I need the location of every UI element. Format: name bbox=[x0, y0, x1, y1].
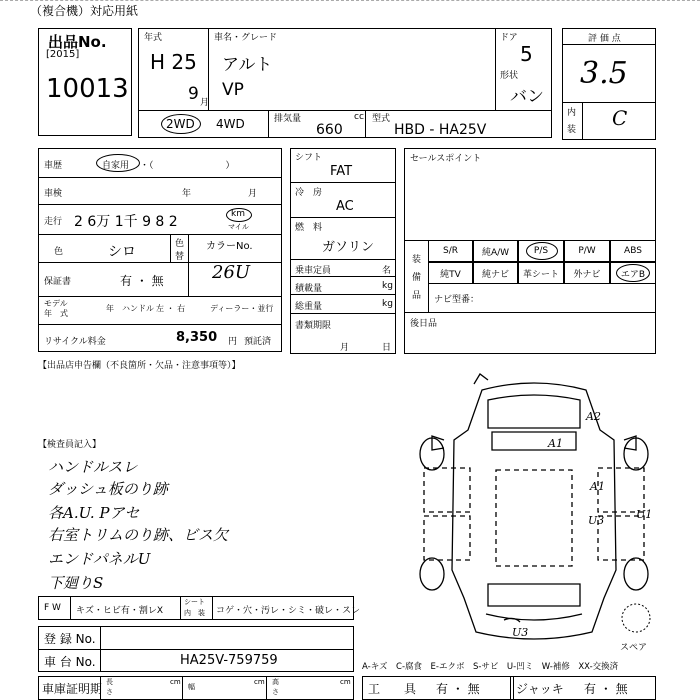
spare-label: スペア bbox=[620, 643, 648, 653]
month-unit: 月 bbox=[200, 98, 210, 108]
body-label: 形状 bbox=[500, 71, 519, 81]
doors-label: ドア bbox=[500, 33, 518, 43]
diagram-mark-2: A2 bbox=[586, 410, 601, 423]
recycle-unit: 円 bbox=[228, 337, 238, 347]
note-line-6: 下廻りS bbox=[48, 574, 104, 592]
score-label: 評 価 点 bbox=[588, 34, 621, 44]
form-label: （複合機）対応用紙 bbox=[30, 4, 139, 18]
equip-label-1: 装 bbox=[412, 255, 422, 265]
diagram-mark-3: A1 bbox=[590, 480, 605, 493]
model-year-label-2: 年 式 bbox=[44, 309, 68, 318]
fuel-value: ガソリン bbox=[322, 240, 375, 255]
cert-height-unit: cm bbox=[340, 678, 351, 686]
capacity-label: 乗車定員 bbox=[295, 266, 332, 276]
docs-label: 書類期限 bbox=[295, 321, 332, 331]
fuel-label: 燃 料 bbox=[295, 223, 323, 233]
docs-month: 月 bbox=[340, 343, 350, 353]
mileage-label: 走行 bbox=[44, 217, 63, 227]
inspection-year-unit: 年 bbox=[182, 189, 192, 199]
grade: VP bbox=[222, 80, 244, 100]
mileage-mile: マイル bbox=[228, 223, 249, 231]
shift-label: シフト bbox=[295, 153, 323, 163]
model-year-label-1: モデル bbox=[44, 299, 68, 308]
equip-label-2: 備 bbox=[412, 273, 422, 283]
equip-leather: 革シート bbox=[518, 262, 564, 284]
car-diagram bbox=[404, 370, 664, 660]
history-rest: ・（ ） bbox=[140, 161, 235, 171]
interior-grade: C bbox=[612, 106, 628, 130]
jack-label: ジャッキ bbox=[516, 682, 564, 696]
era-year: H 25 bbox=[150, 50, 197, 74]
cert-length-1: 長 bbox=[106, 678, 113, 686]
name-label: 車名・グレード bbox=[214, 33, 278, 43]
color-no-label: カラーNo. bbox=[206, 241, 253, 252]
lot-number: 10013 bbox=[46, 74, 129, 104]
shift-value: FAT bbox=[330, 164, 353, 179]
tools-label: 工 具 bbox=[368, 682, 417, 696]
type-label: 型式 bbox=[372, 114, 391, 124]
warranty-value: 有 ・ 無 bbox=[120, 274, 164, 288]
note-line-5: エンドパネルU bbox=[48, 550, 151, 568]
year-label: 年式 bbox=[144, 33, 163, 43]
jack-value: 有 ・ 無 bbox=[584, 682, 628, 696]
diagram-mark-4: U3 bbox=[588, 514, 605, 527]
damage-legend: A-キズ C-腐食 E-エクボ S-サビ U-凹ミ W-補修 XX-交換済 bbox=[362, 662, 619, 672]
lot-year-stamp: [2015] bbox=[46, 49, 80, 60]
color-change-2: 替 bbox=[175, 252, 185, 262]
equip-aw: 純A/W bbox=[473, 240, 518, 262]
load-label: 積載量 bbox=[295, 284, 323, 294]
interior-label-1: 内 bbox=[567, 108, 577, 118]
history-value: 自家用 bbox=[102, 161, 130, 171]
displacement-unit: cc bbox=[354, 112, 364, 122]
recycle-value: 8,350 bbox=[176, 330, 218, 345]
cert-length-2: さ bbox=[106, 688, 113, 696]
gross-unit: kg bbox=[382, 299, 393, 309]
note-line-1: ハンドルスレ bbox=[48, 458, 138, 476]
ac-value: AC bbox=[336, 199, 354, 214]
chassis-label: 車 台 No. bbox=[44, 655, 96, 669]
handle-label: ハンドル bbox=[122, 304, 154, 313]
cert-height-1: 高 bbox=[272, 678, 279, 686]
equip-ext-navi: 外ナビ bbox=[564, 262, 610, 284]
recycle-label: リサイクル料金 bbox=[44, 337, 106, 347]
dealer-value: ディーラー・並行 bbox=[210, 304, 274, 313]
equip-sr: S/R bbox=[428, 240, 473, 262]
lot-label: 出品No. bbox=[48, 33, 107, 51]
month-value: 9 bbox=[188, 84, 199, 104]
seat-items: コゲ・穴・汚レ・シミ・破レ・スレ bbox=[216, 606, 361, 616]
reg-label: 登 録 No. bbox=[44, 632, 96, 646]
tools-value: 有 ・ 無 bbox=[436, 682, 480, 696]
airbag-circle bbox=[616, 264, 650, 282]
fw-items: キズ・ヒビ有・割レX bbox=[76, 606, 163, 616]
color-change-1: 色 bbox=[175, 239, 185, 249]
docs-day: 日 bbox=[382, 343, 392, 353]
navi-label: ナビ型番： bbox=[434, 295, 480, 305]
retrofit-label: 後日品 bbox=[410, 319, 438, 329]
capacity-unit: 名 bbox=[382, 266, 392, 276]
color-no-value: 26U bbox=[212, 262, 251, 283]
doors-value: 5 bbox=[520, 42, 533, 66]
fw-label: F W bbox=[44, 603, 61, 613]
model-name: アルト bbox=[222, 55, 273, 75]
seat-label-2: 内 装 bbox=[184, 609, 205, 617]
note-line-2: ダッシュ板のり跡 bbox=[48, 480, 168, 498]
interior-label-2: 装 bbox=[567, 125, 577, 135]
seat-label-1: シート bbox=[184, 598, 205, 606]
mileage-value: 2 6万 1千 9 8 2 bbox=[74, 214, 178, 230]
equip-abs: ABS bbox=[610, 240, 656, 262]
equip-ps: P/S bbox=[518, 240, 564, 262]
score-value: 3.5 bbox=[580, 56, 628, 91]
inspection-month-unit: 月 bbox=[248, 189, 258, 199]
displacement-value: 660 bbox=[316, 122, 343, 138]
displacement-label: 排気量 bbox=[274, 114, 302, 124]
diagram-mark-1: A1 bbox=[548, 437, 563, 450]
cert-length-unit: cm bbox=[170, 678, 181, 686]
body-value: バン bbox=[510, 87, 544, 107]
type-code: HBD - HA25V bbox=[394, 122, 487, 138]
ps-circle bbox=[526, 242, 558, 260]
declaration-label: 【出品店申告欄（不良箇所・欠品・注意事項等）】 bbox=[38, 361, 241, 371]
equip-tv: 純TV bbox=[428, 262, 473, 284]
cert-height-2: さ bbox=[272, 688, 279, 696]
history-label: 車歴 bbox=[44, 161, 63, 171]
equip-navi: 純ナビ bbox=[473, 262, 518, 284]
diagram-mark-5: U1 bbox=[636, 508, 653, 521]
top-edge bbox=[0, 0, 700, 1]
diagram-mark-6: U3 bbox=[512, 626, 529, 639]
chassis-value: HA25V-759759 bbox=[180, 653, 278, 668]
handle-value: 左 ・ 右 bbox=[156, 304, 186, 313]
equip-airbag: エアB bbox=[610, 262, 656, 284]
inspector-label: 【検査員記入】 bbox=[38, 440, 102, 450]
drive-2wd: 2WD bbox=[166, 117, 195, 131]
sales-point-label: セールスポイント bbox=[410, 154, 482, 164]
mileage-km: km bbox=[231, 209, 245, 219]
drive-4wd: 4WD bbox=[216, 117, 245, 131]
ac-label: 冷 房 bbox=[295, 188, 323, 198]
warranty-label: 保証書 bbox=[44, 277, 72, 287]
inspection-label: 車検 bbox=[44, 189, 63, 199]
gross-label: 総重量 bbox=[295, 302, 323, 312]
cert-width: 幅 bbox=[188, 683, 195, 691]
recycle-note: 預託済 bbox=[244, 337, 272, 347]
equip-label-3: 品 bbox=[412, 291, 422, 301]
color-value: シロ bbox=[108, 244, 136, 260]
color-label: 色 bbox=[54, 247, 64, 257]
cert-label: 車庫証明期 bbox=[42, 682, 103, 696]
cert-width-unit: cm bbox=[254, 678, 265, 686]
equip-pw: P/W bbox=[564, 240, 610, 262]
note-line-3: 各A.U. Pアセ bbox=[48, 504, 140, 522]
load-unit: kg bbox=[382, 281, 393, 291]
note-line-4: 右室トリムのり跡、ビス欠 bbox=[48, 526, 229, 544]
model-year-unit: 年 bbox=[106, 304, 114, 313]
